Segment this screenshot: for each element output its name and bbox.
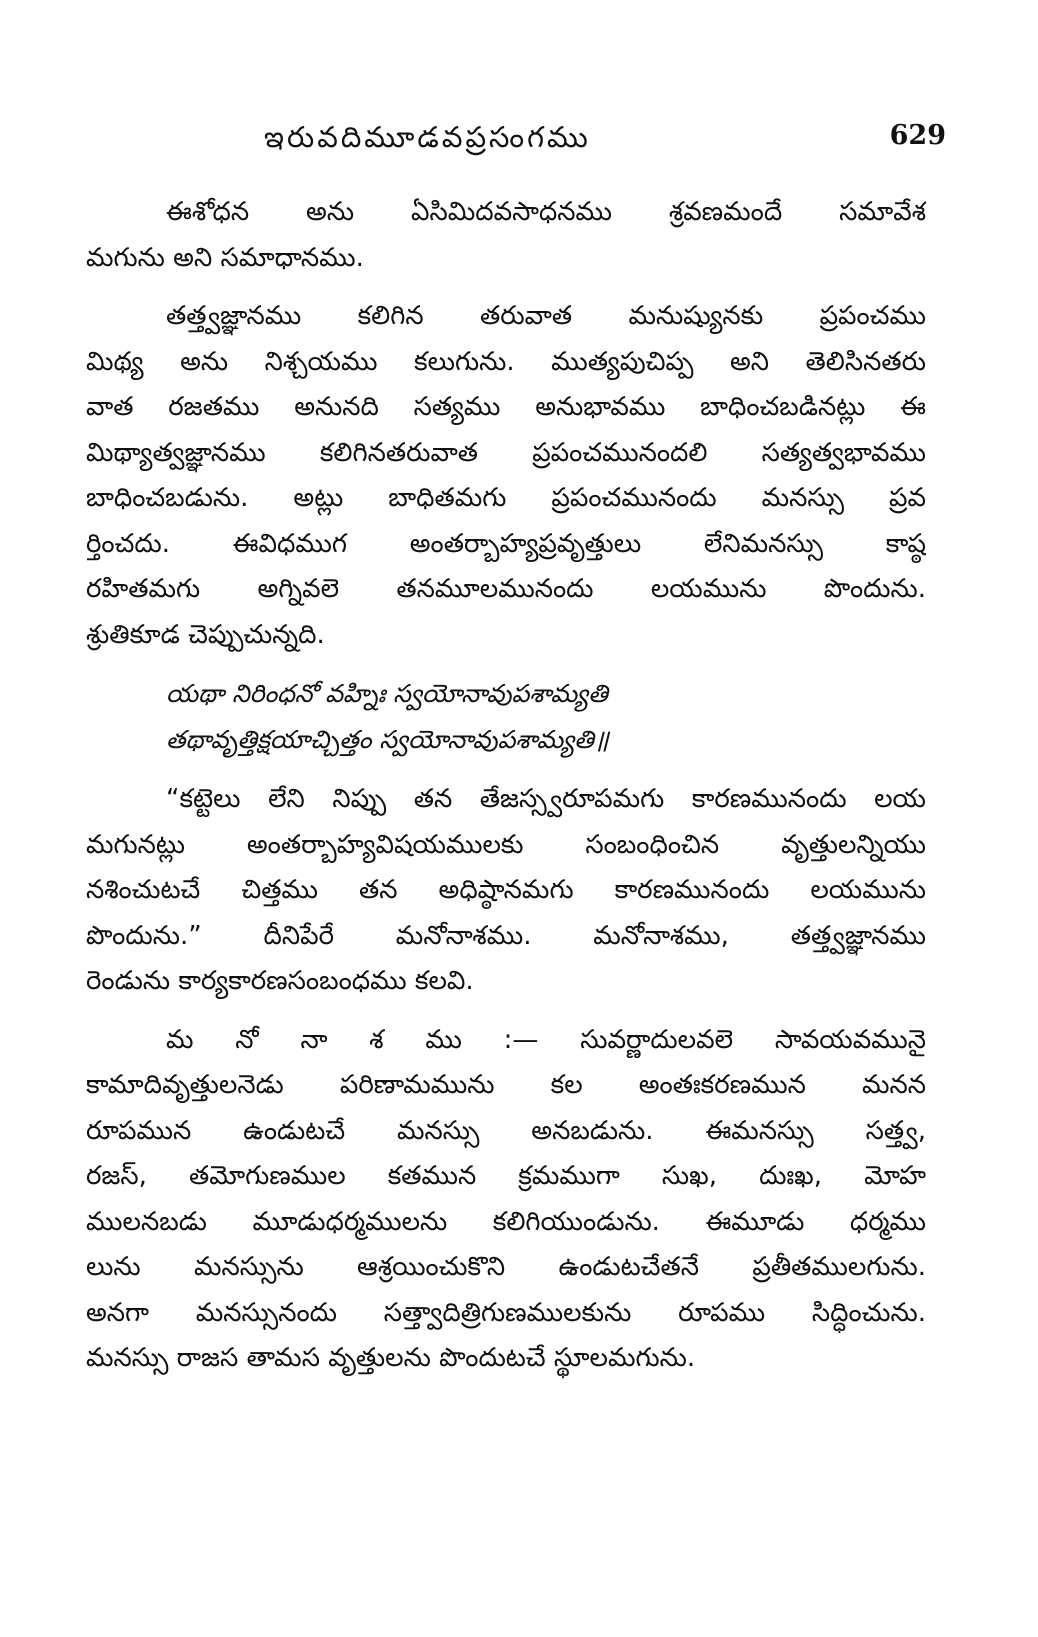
text-line: ర్తించదు. ఈవిధముగ అంతర్బాహ్యప్రవృత్తులు లేనిమనస్సు కాష్ఠ xyxy=(86,528,926,559)
text-line: ములనబడు మూడుధర్మములను కలిగియుండును. ఈమూడు ధర్మము xyxy=(86,1206,926,1237)
text-line: మనస్సు రాజస తామస వృత్తులను పొందుటచే స్థూలమగును. xyxy=(86,1343,696,1373)
body-text-after-verse xyxy=(86,777,926,1382)
text-line: మగునట్లు అంతర్బాహ్యవిషయములకు సంబంధించిన వృత్తులన్నియు xyxy=(86,829,926,860)
running-header xyxy=(86,120,946,170)
text-line: పొందును.” దీనిపేరే మనోనాశము. మనోనాశము, తత్త్వజ్ఞానము xyxy=(86,920,926,951)
text-line: రెండును కార్యకారణసంబంధము కలవి. xyxy=(86,966,474,996)
text-line: ఈశోధన అను ఏసిమిదవసాధనము శ్రవణమందే సమావేశ xyxy=(166,197,926,227)
text-line: తత్త్వజ్ఞానము కలిగిన తరువాత మనుష్యునకు ప్రపంచము xyxy=(166,301,926,331)
text-line: “కట్టెలు లేని నిప్పు తన తేజస్స్వరూపమగు కారణమునందు లయ xyxy=(166,784,926,814)
text-line: శ్రుతికూడ చెప్పుచున్నది. xyxy=(86,619,325,650)
text-line: బాధించబడును. అట్లు బాధితమగు ప్రపంచమునందు మనస్సు ప్రవ xyxy=(86,483,926,513)
paragraph xyxy=(86,1018,926,1382)
running-title: ఇరువదిమూడవప్రసంగము xyxy=(264,120,591,154)
text-line: రజస్, తమోగుణముల కతమున క్రమముగా సుఖ, దుఃఖ, మోహ xyxy=(86,1161,926,1191)
sanskrit-verse xyxy=(86,671,918,763)
paragraph xyxy=(86,294,926,658)
page-number: 629 xyxy=(889,120,946,151)
text-line: మ నో నా శ ము :— సువర్ణాదులవలె సావయవమునై xyxy=(166,1024,926,1055)
text-line: వాత రజతము అనునది సత్యము అనుభావము బాధించబడినట్లు ఈ xyxy=(86,392,926,422)
text-line: రూపమున ఉండుటచే మనస్సు అనబడును. ఈమనస్సు సత్త్వ, xyxy=(86,1115,926,1146)
text-line: మగును అని సమాధానము. xyxy=(86,242,364,273)
paragraph xyxy=(86,777,926,1005)
text-line: లును మనస్సును ఆశ్రయించుకొని ఉండుటచేతనే ప్రతీతములగును. xyxy=(86,1252,926,1282)
text-line: మిథ్యాత్వజ్ఞానము కలిగినతరువాత ప్రపంచమునందలి సత్యత్వభావము xyxy=(86,437,926,468)
verse-line: తథావృత్తిక్షయాచ్చిత్తం స్వయోనావుపశామ్యతి॥ xyxy=(166,725,609,754)
body-text-before-verse xyxy=(86,190,926,658)
text-line: మిథ్య అను నిశ్చయము కలుగును. ముత్యపుచిప్ప అని తెలిసినతరు xyxy=(86,346,926,377)
text-line: నశించుటచే చిత్తము తన అధిష్ఠానమగు కారణమునందు లయమును xyxy=(86,875,926,905)
text-line: అనగా మనస్సునందు సత్త్వాదిత్రిగుణములకును రూపము సిద్ధించును. xyxy=(86,1297,926,1328)
verse-line: యథా నిరింధనో వహ్నిః స్వయోనావుపశామ్యతి xyxy=(166,679,608,708)
text-line: రహితమగు అగ్నివలె తనమూలమునందు లయమును పొందును. xyxy=(86,574,926,604)
paragraph xyxy=(86,190,926,281)
text-line: కామాదివృత్తులనెడు పరిణామమును కల అంతఃకరణమున మనన xyxy=(86,1070,926,1100)
